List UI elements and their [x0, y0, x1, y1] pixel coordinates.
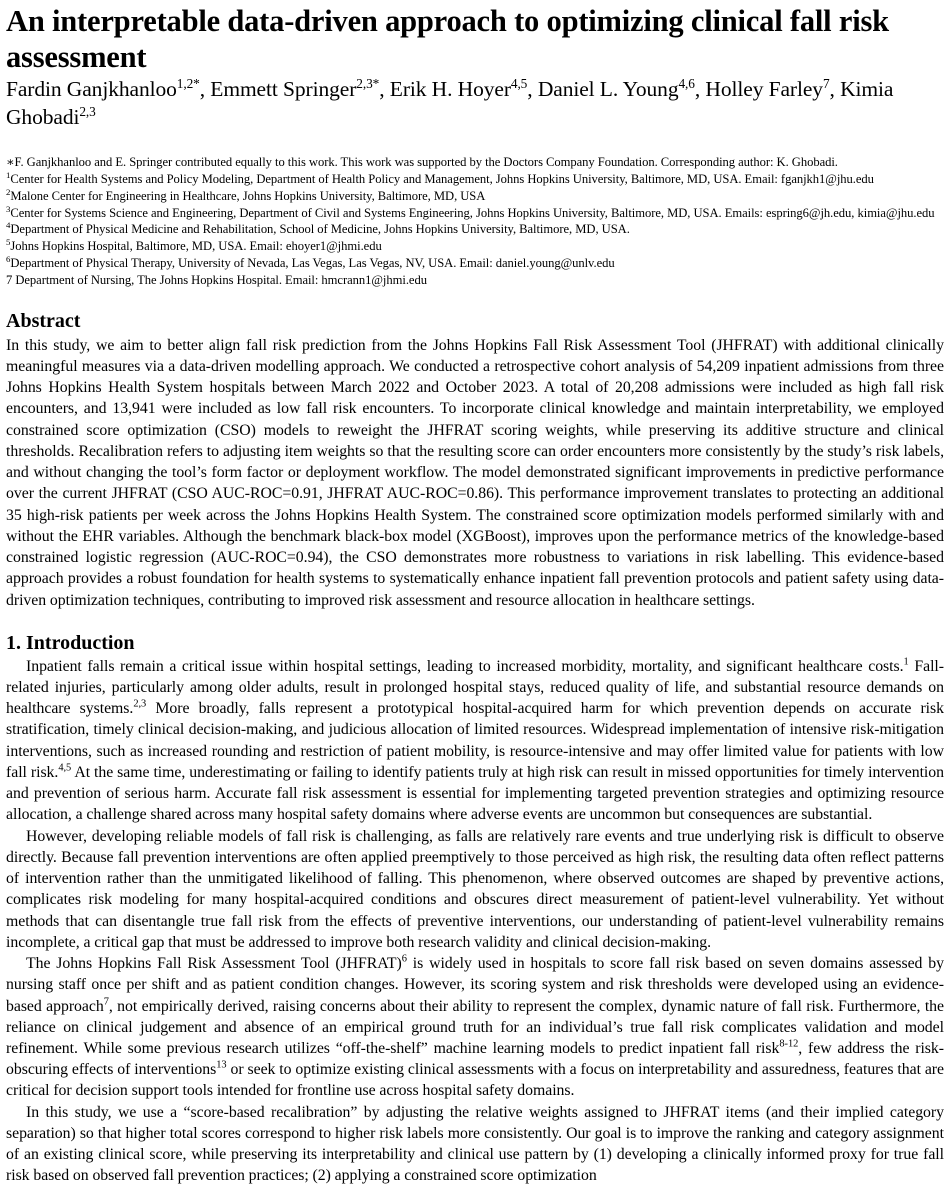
- affiliation-line: [6, 255, 944, 272]
- author-name: Holley Farley: [705, 77, 823, 102]
- author-affiliation-marker: 2,3*: [356, 76, 380, 92]
- citation-marker: 6: [401, 953, 407, 965]
- affiliation-text: Malone Center for Engineering in Healthcare, Johns Hopkins University, Baltimore, MD, USA: [10, 188, 486, 203]
- abstract-heading: Abstract: [6, 309, 81, 332]
- affiliation-marker: 1: [6, 169, 11, 180]
- paragraph-text: , not empirically derived, raising concerns about their ability to represent the complex, dynamic nature of fall risk. Furthermore, the reliance on clinical judgement and absence of an empirical ground truth for an individual’s true fall risk complicates validation and model refinement. While some previous research utilizes “off-the-shelf” machine learning models to predict inpatient fall risk: [6, 997, 944, 1057]
- citation-marker: 13: [216, 1059, 227, 1071]
- affiliation-marker: 2: [6, 186, 11, 197]
- affiliation-marker: 6: [6, 253, 11, 264]
- affiliation-line: [6, 188, 944, 205]
- paper-title: An interpretable data-driven approach to optimizing clinical fall risk assessment: [6, 4, 889, 74]
- author-name: Erik H. Hoyer: [389, 77, 511, 102]
- affiliation-line: [6, 272, 944, 289]
- affiliation-line: [6, 171, 944, 188]
- affiliation-line: [6, 221, 944, 238]
- affiliation-marker: 4: [6, 220, 11, 231]
- author-name: Daniel L. Young: [537, 77, 679, 102]
- paragraph-text: Inpatient falls remain a critical issue within hospital settings, leading to increased morbidity, mortality, and significant healthcare costs.: [26, 657, 904, 675]
- paragraph: [6, 826, 944, 953]
- paragraph: [6, 953, 944, 1102]
- affiliation-text: Department of Physical Therapy, University of Nevada, Las Vegas, Las Vegas, NV, USA. Email: daniel.young@unlv.edu: [10, 256, 615, 271]
- affiliation-marker: 5: [6, 237, 11, 248]
- author-affiliation-marker: 2,3: [79, 104, 96, 120]
- author-affiliation-marker: 1,2*: [176, 76, 200, 92]
- abstract-body: In this study, we aim to better align fall risk prediction from the Johns Hopkins Fall Risk Assessment Tool (JHFRAT) with additional clinically meaningful measures via a data-driven modelling approach. We conducted a retrospective cohort analysis of 54,209 inpatient admissions from three Johns Hopkins Health System hospitals between March 2022 and October 2023. A total of 20,208 admissions were included as high fall risk encounters, and 13,941 were included as low fall risk encounters. To incorporate clinical knowledge and maintain interpretability, we employed constrained score optimization (CSO) models to reweight the JHFRAT scoring weights, while preserving its additive structure and clinical thresholds. Recalibration refers to adjusting item weights so that the resulting score can order encounters more consistently by the study’s risk labels, and without changing the tool’s form factor or deployment workflow. The model demonstrated significant improvements in predictive performance over the current JHFRAT (CSO AUC-ROC=0.91, JHFRAT AUC-ROC=0.86). This performance improvement translates to protecting an additional 35 high-risk patients per week across the Johns Hopkins Health System. The constrained score optimization models performed similarly with and without the EHR variables. Although the benchmark black-box model (XGBoost), improves upon the performance metrics of the knowledge-based constrained logistic regression (AUC-ROC=0.94), the CSO demonstrates more robustness to variations in risk labelling. This evidence-based approach provides a robust foundation for health systems to systematically enhance inpatient fall prevention protocols and patient safety using data-driven optimization techniques, contributing to improved risk assessment and resource allocation in healthcare settings.: [6, 336, 944, 609]
- affiliations-block: [6, 154, 944, 289]
- citation-marker: 7: [103, 996, 109, 1008]
- citation-marker: 4,5: [58, 762, 72, 774]
- author-name: Fardin Ganjkhanloo: [6, 77, 177, 102]
- affiliation-line: [6, 205, 944, 222]
- author-affiliation-marker: 4,5: [510, 76, 528, 92]
- paragraph-text: At the same time, underestimating or failing to identify patients truly at high risk can result in missed opportunities for timely intervention and prevention of serious harm. Accurate fall risk assessment is essential for implementing targeted prevention strategies and optimizing resource allocation, a challenge shared across many hospital safety domains where adverse events are uncommon but consequences are substantial.: [6, 763, 944, 824]
- affiliation-text: 7 Department of Nursing, The Johns Hopkins Hospital. Email: hmcrann1@jhmi.edu: [6, 272, 427, 287]
- author-affiliation-marker: 7: [822, 76, 830, 92]
- citation-marker: 2,3: [133, 698, 147, 710]
- paragraph-text: More broadly, falls represent a prototypical hospital-acquired harm for which prevention depends on accurate risk stratification, timely clinical decision-making, and judicious allocation of limited resources. Widespread implementation of intensive risk-mitigation interventions, such as increased rounding and restriction of patient mobility, is resource-intensive and may offer limited value for patients with low fall risk.: [6, 700, 944, 781]
- affiliation-text: Center for Systems Science and Engineering, Department of Civil and Systems Engineering, Johns Hopkins University, Baltimore, MD, USA. Emails: espring6@jh.edu, kimia@jhu.edu: [10, 205, 935, 220]
- affiliation-lines: [6, 171, 944, 289]
- affiliation-text: Center for Health Systems and Policy Modeling, Department of Health Policy and Management, Johns Hopkins University, Baltimore, MD, USA. Email: fganjkh1@jhu.edu: [10, 172, 874, 187]
- paragraph-text: is widely used in hospitals to score fall risk based on seven domains assessed by nursing staff once per shift and as patient condition changes. However, its scoring system and risk thresholds were developed using an evidence-based approach: [6, 955, 944, 1015]
- introduction-body: [6, 656, 944, 1187]
- affiliation-marker: 3: [6, 203, 11, 214]
- introduction-heading: 1. Introduction: [6, 631, 135, 654]
- author-list: Fardin Ganjkhanloo$^{1,2*}$, Emmett Springer$^{2,3*}$, Erik H. Hoyer$^{4,5}$, Daniel L. Young$^{4,6}$, Holley Farley$^7$, Kimia Ghobadi$^{2,3}$: [6, 76, 894, 130]
- equal-contribution-footnote: ∗F. Ganjkhanloo and E. Springer contributed equally to this work. This work was supported by the Doctors Company Foundation. Corresponding author: K. Ghobadi.: [6, 155, 838, 170]
- citation-marker: 1: [903, 656, 909, 668]
- paragraph-text: The Johns Hopkins Fall Risk Assessment Tool (JHFRAT): [26, 955, 402, 973]
- paragraph-text: or seek to optimize existing clinical assessments with a focus on interpretability and assuredness, features that are critical for decision support tools intended for frontline use across hospital safety domains.: [6, 1061, 944, 1100]
- paragraph: [6, 1102, 944, 1187]
- paragraph-text: In this study, we use a “score-based recalibration” by adjusting the relative weights assigned to JHFRAT items (and their implied category separation) so that higher total scores correspond to higher risk labels more consistently. Our goal is to improve the ranking and category assignment of an existing clinical score, while preserving its interpretability and clinical use pattern by (1) developing a clinically informed proxy for true fall risk based on observed fall prevention practices; (2) applying a constrained score optimization: [6, 1103, 944, 1185]
- author-affiliation-marker: 4,6: [678, 76, 695, 92]
- affiliation-text: Johns Hopkins Hospital, Baltimore, MD, USA. Email: ehoyer1@jhmi.edu: [10, 239, 382, 254]
- paragraph-text: , few address the risk-obscuring effects of interventions: [6, 1039, 944, 1079]
- paragraph: [6, 656, 944, 826]
- affiliation-line: [6, 238, 944, 255]
- author-name: Kimia Ghobadi: [6, 77, 894, 130]
- author-name: Emmett Springer: [210, 77, 357, 102]
- affiliation-text: Department of Physical Medicine and Rehabilitation, School of Medicine, Johns Hopkins University, Baltimore, MD, USA.: [10, 222, 630, 237]
- paragraph-text: However, developing reliable models of fall risk is challenging, as falls are relatively rare events and true underlying risk is difficult to observe directly. Because fall prevention interventions are often applied preemptively to those perceived as high risk, the resulting data often reflect patterns of intervention rather than the unmitigated likelihood of falling. This phenomenon, where observed outcomes are shaped by preventive actions, complicates risk modeling for many hospital-acquired conditions and obscures direct measurement of patient-level vulnerability. Yet without methods that can disentangle true fall risk from the effects of preventive interventions, our understanding of patient-level vulnerability remains incomplete, a critical gap that must be addressed to improve both research validity and clinical decision-making.: [6, 827, 944, 951]
- paragraph-text: Fall-related injuries, particularly among older adults, result in prolonged hospital stays, reduced quality of life, and substantial resource demands on healthcare systems.: [6, 657, 944, 718]
- citation-marker: 8-12: [779, 1038, 799, 1050]
